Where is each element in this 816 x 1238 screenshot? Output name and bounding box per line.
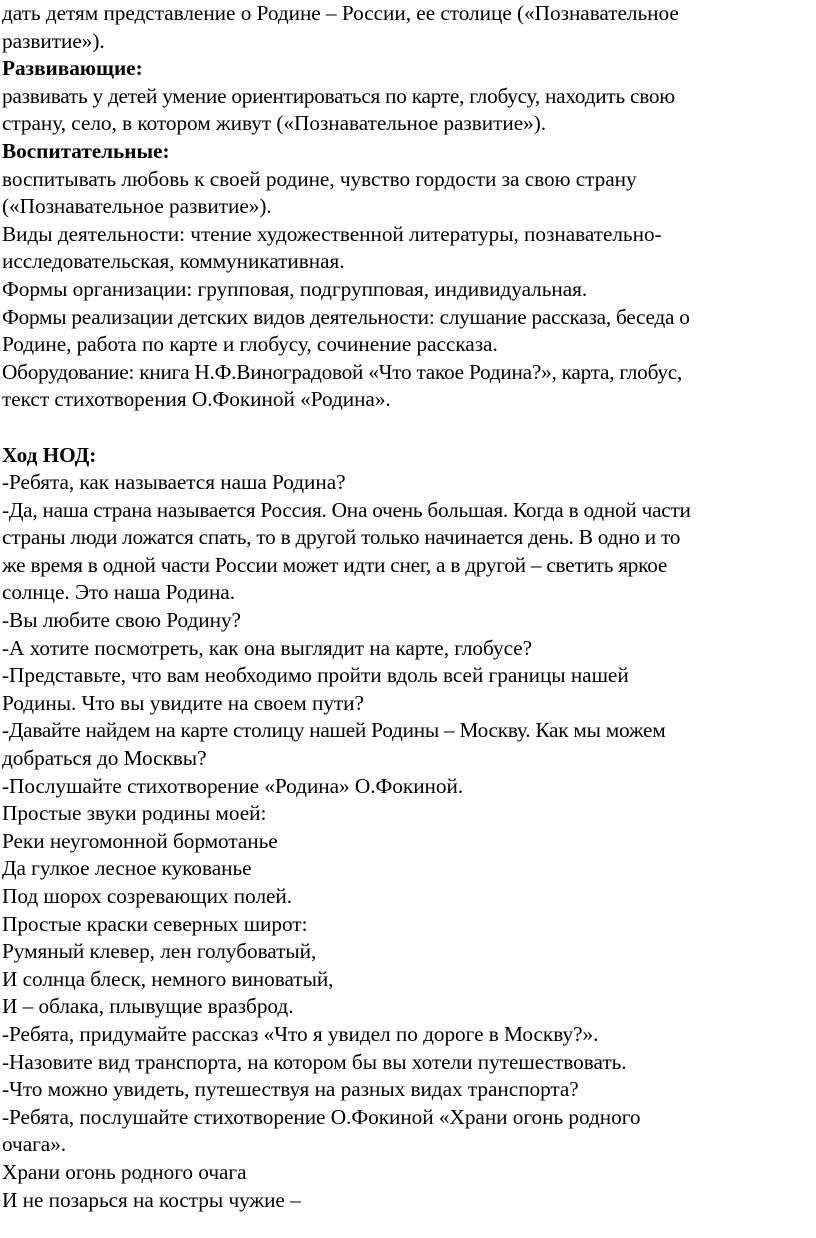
educational-line: («Познавательное развитие»).: [2, 194, 272, 219]
implementation-forms-line: Родине, работа по карте и глобусу, сочинение рассказа.: [2, 332, 498, 357]
educational-heading: Воспитательные:: [2, 138, 170, 163]
lesson-line: добраться до Москвы?: [2, 746, 207, 771]
activity-types-line: Виды деятельности: чтение художественной литературы, познавательно-: [2, 221, 662, 246]
developing-line: развивать у детей умение ориентироваться по карте, глобусу, находить свою: [2, 83, 675, 108]
developing-heading: Развивающие:: [2, 56, 143, 81]
lesson-line: -Послушайте стихотворение «Родина» О.Фокиной.: [2, 773, 464, 798]
lesson-line: -Назовите вид транспорта, на котором бы вы хотели путешествовать.: [2, 1049, 627, 1074]
lesson-line: Родины. Что вы увидите на своем пути?: [2, 690, 364, 715]
poem-line: И – облака, плывущие вразброд.: [2, 994, 294, 1019]
equipment-line: текст стихотворения О.Фокиной «Родина».: [2, 387, 391, 412]
lesson-line: страны люди ложатся спать, то в другой только начинается день. В одно и то: [2, 525, 681, 550]
lesson-line: -Представьте, что вам необходимо пройти вдоль всей границы нашей: [2, 663, 629, 688]
poem-line: Простые звуки родины моей:: [2, 801, 267, 826]
poem-line: Румяный клевер, лен голубоватый,: [2, 939, 317, 964]
lesson-line: -Вы любите свою Родину?: [2, 608, 241, 633]
lesson-line: -Ребята, придумайте рассказ «Что я увидел по дороге в Москву?».: [2, 1021, 599, 1046]
lesson-line: солнце. Это наша Родина.: [2, 580, 235, 605]
poem-line: Да гулкое лесное кукованье: [2, 856, 252, 881]
lesson-line: -Что можно увидеть, путешествуя на разных видах транспорта?: [2, 1077, 579, 1102]
document-page: [2, 0, 814, 1214]
developing-line: страну, село, в котором живут («Познавательное развитие»).: [2, 111, 547, 136]
poem-line: И солнца блеск, немного виноватый,: [2, 966, 334, 991]
lesson-line: же время в одной части России может идти снег, а в другой – светить яркое: [2, 552, 668, 577]
poem-line: Простые краски северных широт:: [2, 911, 308, 936]
intro-line: развитие»).: [2, 28, 105, 53]
lesson-line: -А хотите посмотреть, как она выглядит на карте, глобусе?: [2, 635, 533, 660]
blank-line: [2, 414, 814, 442]
lesson-heading: Ход НОД:: [2, 442, 97, 467]
educational-line: воспитывать любовь к своей родине, чувство гордости за свою страну: [2, 166, 637, 191]
implementation-forms-line: Формы реализации детских видов деятельности: слушание рассказа, беседа о: [2, 304, 690, 329]
intro-line: дать детям представление о Родине – России, ее столице («Познавательное: [2, 1, 679, 25]
poem-line: Реки неугомонной бормотанье: [2, 828, 278, 853]
poem-line: Храни огонь родного очага: [2, 1159, 247, 1184]
lesson-line: -Ребята, как называется наша Родина?: [2, 470, 346, 495]
equipment-line: Оборудование: книга Н.Ф.Виноградовой «Что такое Родина?», карта, глобус,: [2, 359, 683, 384]
lesson-line: -Давайте найдем на карте столицу нашей Родины – Москву. Как мы можем: [2, 718, 666, 743]
lesson-line: очага».: [2, 1132, 67, 1157]
poem-line: Под шорох созревающих полей.: [2, 884, 293, 908]
organization-forms-line: Формы организации: групповая, подгрупповая, индивидуальная.: [2, 276, 588, 301]
activity-types-line: исследовательская, коммуникативная.: [2, 249, 345, 274]
lesson-line: -Ребята, послушайте стихотворение О.Фокиной «Храни огонь родного: [2, 1104, 641, 1129]
lesson-line: -Да, наша страна называется Россия. Она очень большая. Когда в одной части: [2, 497, 691, 522]
poem-line: И не позарься на костры чужие –: [2, 1187, 301, 1212]
